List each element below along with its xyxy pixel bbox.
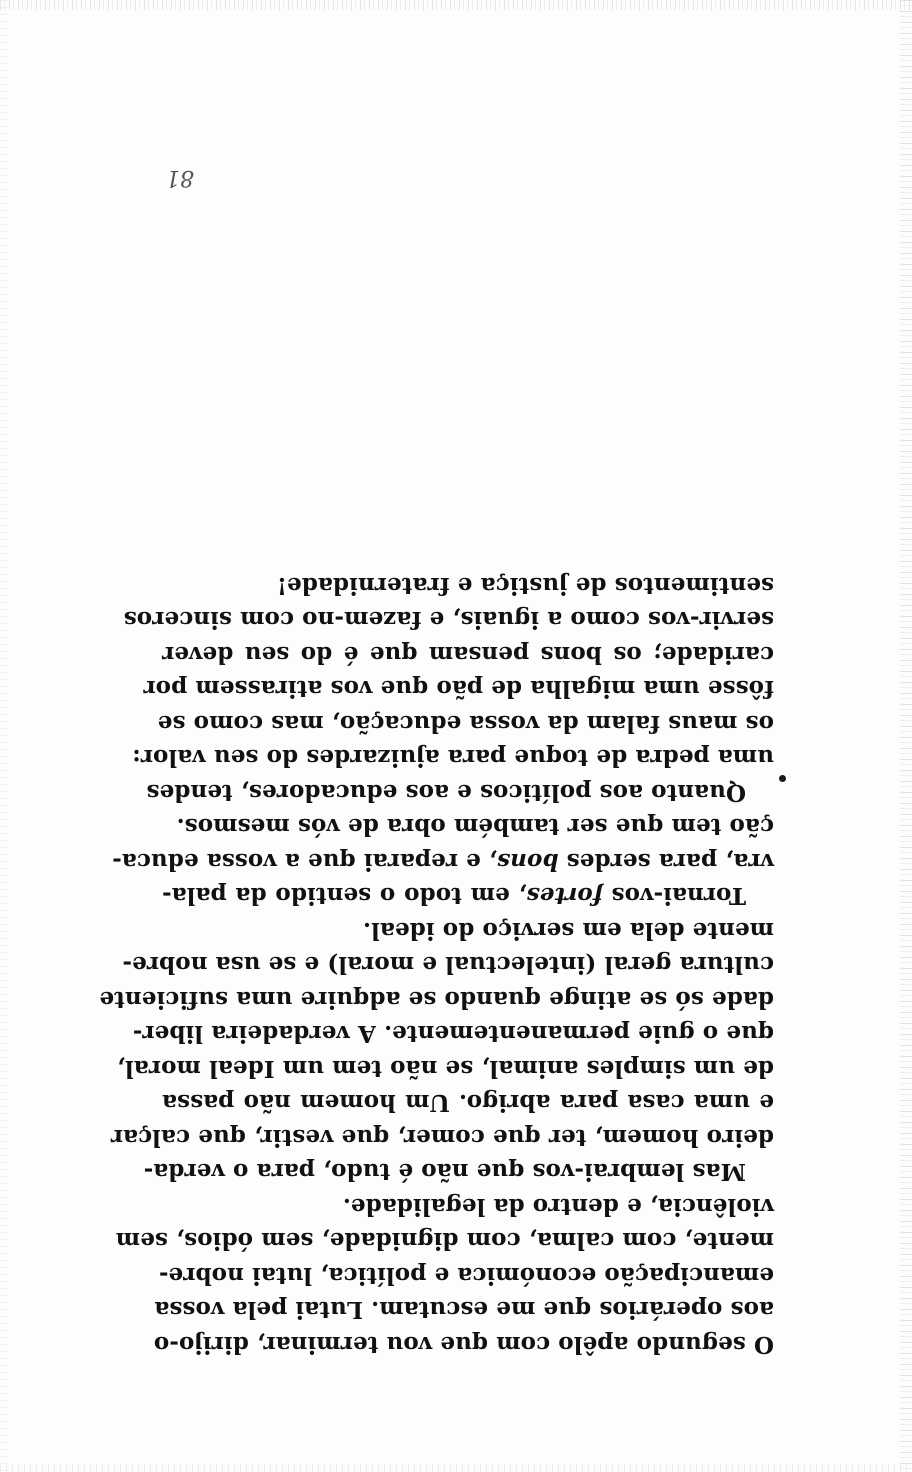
- body-text: [99, 568, 774, 1362]
- text-line: de um simples animal, se não tem um Ideal moral,: [116, 1055, 774, 1082]
- text-line: aos operários que me escutam. Lutai pela vossa: [154, 1296, 774, 1324]
- text-line: mente, com calma, com dignidade, sem ódios, sem: [115, 1227, 774, 1255]
- text-line: [112, 844, 774, 879]
- text-line: cultura geral (intelectual e moral) e se usa nobre-: [122, 951, 774, 979]
- text-line: emancipação económica e política, lutai nobre-: [158, 1262, 774, 1289]
- text-line: Mas lembrai-vos que não é tudo, para o verda-: [143, 1158, 746, 1186]
- text-line: [162, 878, 774, 913]
- text-line: ção tem que ser também obra de vós mesmos.: [176, 813, 774, 841]
- text-line: Quanto aos políticos e aos educadores, tendes: [146, 779, 746, 806]
- emphasis-word: fortes: [526, 882, 603, 910]
- text-line: uma pedra de toque para ajuizardes do seu valor:: [132, 744, 774, 772]
- text-line: caridade; os bons pensam que é do seu dever: [162, 641, 774, 668]
- text-run: vra, para serdes: [558, 848, 774, 875]
- text-line: O segundo apêlo com que vou terminar, dirijo-o: [153, 1331, 774, 1358]
- text-line: deiro homem, ter que comer, que vestir, que calçar: [110, 1124, 774, 1151]
- text-line: dade só se atinge quando se adquire uma suficiente: [99, 986, 774, 1013]
- text-line: sentimentos de justiça e fraternidade!: [276, 572, 774, 599]
- text-run: Tornai-vos: [602, 882, 746, 910]
- emphasis-word: bons: [497, 848, 559, 875]
- text-line: que o guie permanentemente. A verdadeira liber-: [132, 1020, 774, 1048]
- text-line: e uma casa para abrigo. Um homem não passa: [162, 1089, 774, 1117]
- text-line: mente dela em serviço do ideal.: [362, 917, 774, 944]
- text-run: , e reparai que a vossa educa-: [112, 848, 498, 875]
- text-line: fôsse uma migalha de pão que vos atirassem por: [143, 675, 774, 703]
- text-line: os maus falam da vossa educação, mas como se: [157, 710, 774, 737]
- page-number: 81: [166, 165, 194, 190]
- text-run: , em todo o sentido da pala-: [161, 882, 527, 910]
- text-line: servir-vos como a iguais, e fazem-no com sinceros: [123, 606, 774, 634]
- text-line: violência, e dentro da legalidade.: [342, 1193, 774, 1220]
- margin-dot-mark: [779, 775, 786, 782]
